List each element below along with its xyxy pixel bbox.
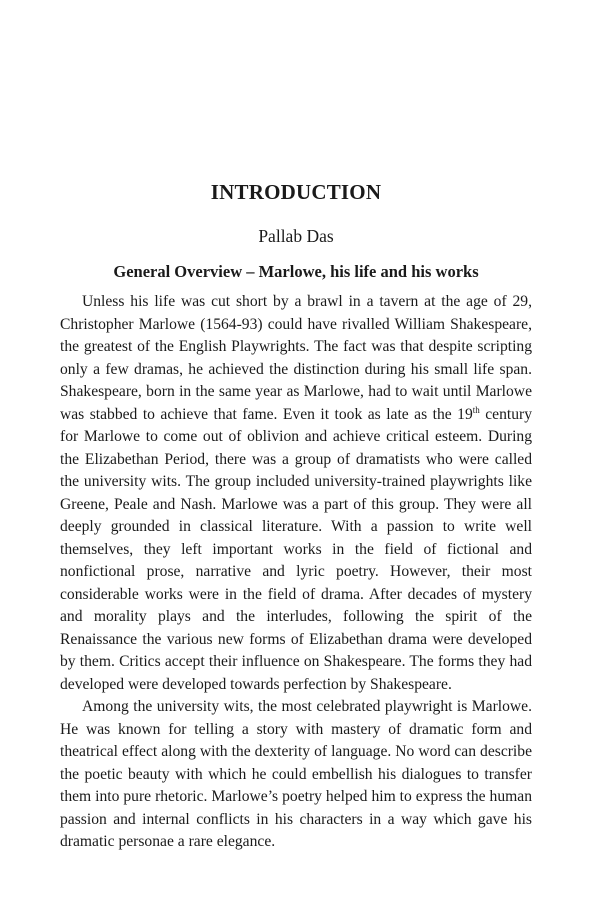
- paragraph-1-part-2: century for Marlowe to come out of oblivion and achieve critical esteem. During the Elizabethan Period, there was a group of dramatists who were called the university wits. The group included university-trained playwrights like Greene, Peale and Nash. Marlowe was a part of this group. They were all deeply grounded in classical literature. With a passion to write well themselves, they left important works in the field of fictional and nonfictional prose, narrative and lyric poetry. However, their most considerable works were in the field of drama. After decades of mystery and morality plays and the interludes, following the spirit of the Renaissance the various new forms of Elizabethan drama were developed by them. Critics accept their influence on Shakespeare. The forms they had developed were developed towards perfection by Shakespeare.: [60, 405, 532, 693]
- paragraph-1: [60, 291, 532, 696]
- section-subtitle: General Overview – Marlowe, his life and his works: [113, 262, 479, 281]
- ordinal-superscript: th: [472, 404, 480, 415]
- page-title: INTRODUCTION: [210, 180, 382, 204]
- document-page: [60, 0, 532, 899]
- body-text: [60, 291, 532, 854]
- author-name: Pallab Das: [258, 226, 334, 246]
- paragraph-2: Among the university wits, the most celebrated playwright is Marlowe. He was known for telling a story with mastery of dramatic form and theatrical effect along with the dexterity of language. No word can describe the poetic beauty with which he could embellish his dialogues to transfer them into pure rhetoric. Marlowe’s poetry helped him to express the human passion and internal conflicts in his characters in a way which gave his dramatic personae a rare elegance.: [60, 698, 532, 850]
- paragraph-1-part-1: Unless his life was cut short by a brawl in a tavern at the age of 29, Christopher Marlowe (1564-93) could have rivalled William Shakespeare, the greatest of the English Playwrights. The fact was that despite scripting only a few dramas, he achieved the distinction during his small life span. Shakespeare, born in the same year as Marlowe, had to wait until Marlowe was stabbed to achieve that fame. Even it took as late as the 19: [60, 293, 532, 423]
